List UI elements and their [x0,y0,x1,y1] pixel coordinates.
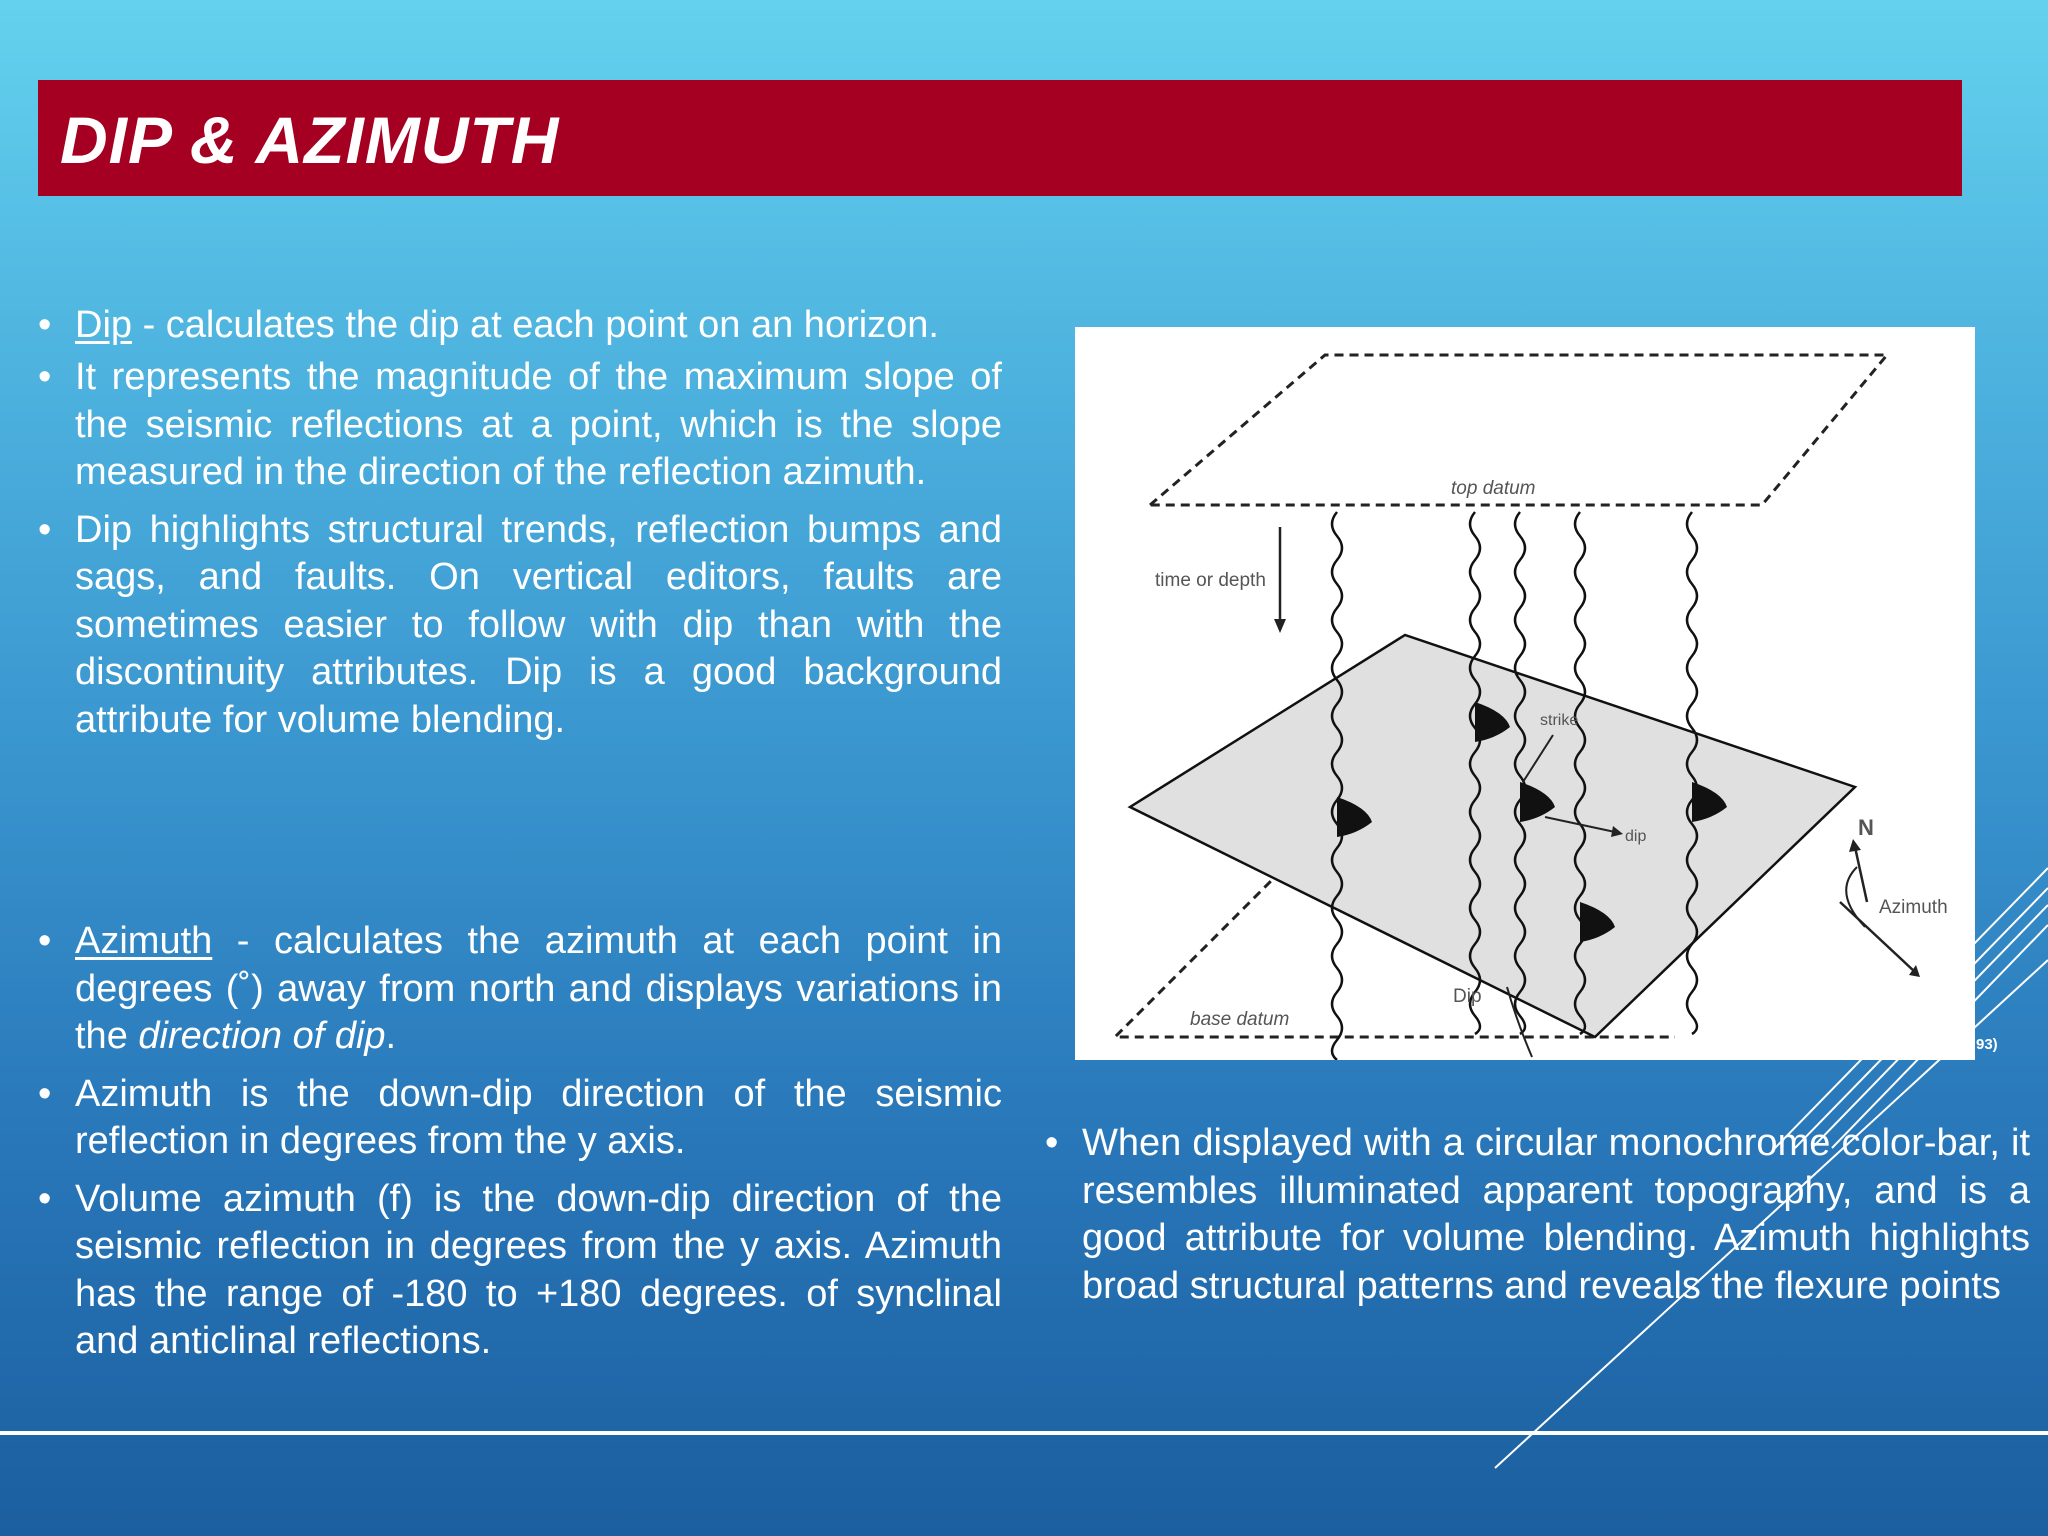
decorative-line [1832,925,2048,1148]
azimuth-definition: - calculates the azimuth at each point in degrees (˚) away from north and displays variations in the [75,920,1002,1057]
decorative-line [1775,868,2048,1148]
direction-of-dip-emphasis: direction of dip [138,1015,386,1057]
list-item: • It represents the magnitude of the maximum slope of the seismic reflections at a point, which is the slope measured in the direction of the reflection azimuth. [38,354,1002,497]
azimuth-term: Azimuth [75,920,213,962]
decorative-line [1795,888,2048,1148]
list-item: • Dip highlights structural trends, reflection bumps and sags, and faults. On vertical editors, faults are sometimes easier to follow with dip than with the discontinuity attributes. Dip is a good background attribute for volume blending. [38,507,1002,745]
dip-label: dip [1625,828,1647,845]
bottom-rule [0,1431,2048,1435]
decorative-line [1812,905,2048,1148]
decorative-line [1495,960,2048,1468]
azimuth-definition-end: . [385,1015,397,1057]
strike-label: strike [1540,712,1579,729]
azimuth-label: Azimuth [1879,897,1948,918]
list-item: • Azimuth is the down-dip direction of the seismic reflection in degrees from the y axis. [38,1071,1002,1166]
dip-angle-label: Dip [1453,986,1482,1007]
figure-cut-off-text: 93) [1976,1036,1998,1053]
base-datum-label: base datum [1190,1009,1290,1030]
list-item: • When displayed with a circular monochrome color-bar, it resembles illuminated apparent topography, and is a good attribute for volume blending. Azimuth highlights broad structural patterns and reveals the flexure points [1045,1120,2030,1310]
time-or-depth-label: time or depth [1155,570,1266,591]
dip-term: Dip [75,304,133,346]
top-datum-label: top datum [1451,478,1536,499]
dip-definition: - calculates the dip at each point on an horizon. [132,304,939,346]
slide-title: DIP & AZIMUTH [60,103,560,177]
north-label: N [1858,815,1874,840]
list-item: • Volume azimuth (f) is the down-dip direction of the seismic reflection in degrees from the y axis. Azimuth has the range of -180 to +180 degrees. of synclinal and anticlinal reflections. [38,1176,1002,1366]
